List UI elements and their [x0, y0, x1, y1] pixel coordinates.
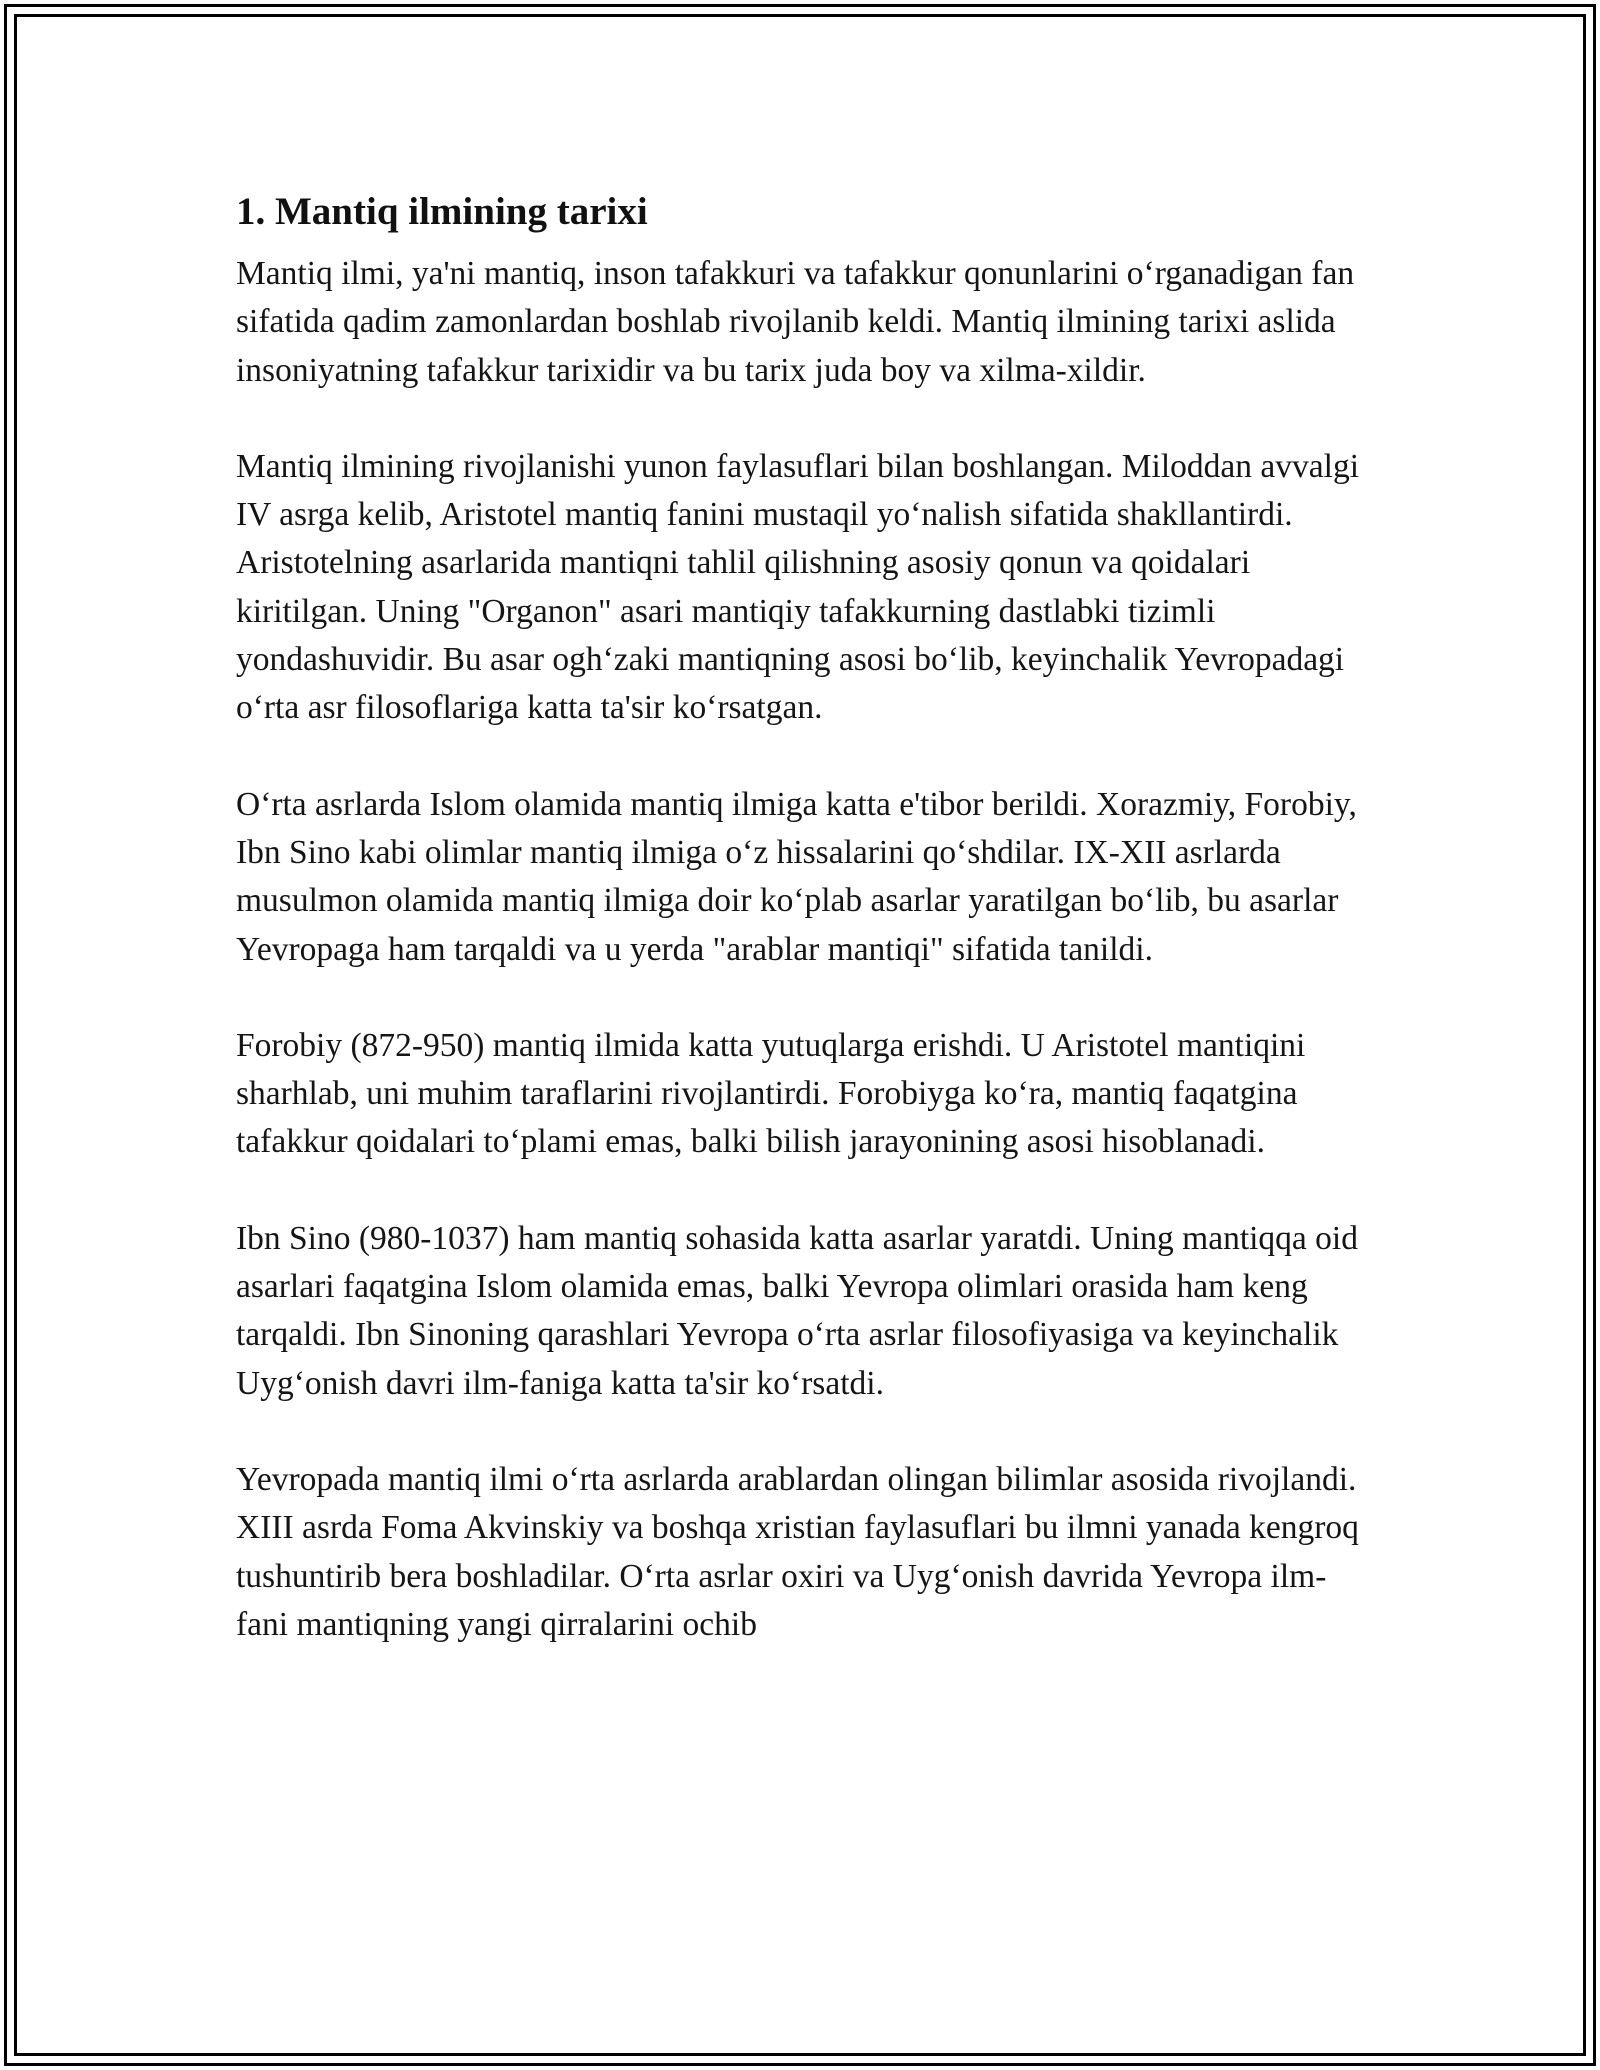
- paragraph-farabi: Forobiy (872-950) mantiq ilmida katta yutuqlarga erishdi. U Aristotel mantiqini sharhlab, uni muhim taraflarini rivojlantirdi. Forobiyga ko‘ra, mantiq faqatgina tafakkur qoidalari to‘plami emas, balki bilish jarayonining asosi hisoblanadi.: [236, 1026, 1306, 1161]
- paragraph-europe: Yevropada mantiq ilmi o‘rta asrlarda arablardan olingan bilimlar asosida rivojlandi. XIII asrda Foma Akvinskiy va boshqa xristian faylasuflari bu ilmni yanada kengroq tushuntirib bera boshladilar. O‘rta asrlar oxiri va Uyg‘onish davrida Yevropa ilm-fani mantiqning yangi qirralarini ochib: [236, 1460, 1359, 1643]
- paragraph-greek-origins: Mantiq ilmining rivojlanishi yunon faylasuflari bilan boshlangan. Miloddan avvalgi IV asrga kelib, Aristotel mantiq fanini mustaqil yo‘nalish sifatida shakllantirdi. Aristotelning asarlarida mantiqni tahlil qilishning asosiy qonun va qoidalari kiritilgan. Uning "Organon" asari mantiqiy tafakkurning dastlabki tizimli yondashuvidir. Bu asar ogh‘zaki mantiqning asosi bo‘lib, keyinchalik Yevropadagi o‘rta asr filosoflariga katta ta'sir ko‘rsatgan.: [236, 447, 1360, 727]
- paragraph-islamic-world: O‘rta asrlarda Islom olamida mantiq ilmiga katta e'tibor berildi. Xorazmiy, Forobiy, Ibn Sino kabi olimlar mantiq ilmiga o‘z hissalarini qo‘shdilar. IX-XII asrlarda musulmon olamida mantiq ilmiga doir ko‘plab asarlar yaratilgan bo‘lib, bu asarlar Yevropaga ham tarqaldi va u yerda "arablar mantiqi" sifatida tanildi.: [236, 785, 1357, 968]
- paragraph-ibn-sino: Ibn Sino (980-1037) ham mantiq sohasida katta asarlar yaratdi. Uning mantiqqa oid asarlari faqatgina Islom olamida emas, balki Yevropa olimlari orasida ham keng tarqaldi. Ibn Sinoning qarashlari Yevropa o‘rta asrlar filosofiyasiga va keyinchalik Uyg‘onish davri ilm-faniga katta ta'sir ko‘rsatdi.: [236, 1219, 1358, 1402]
- paragraph-intro: Mantiq ilmi, ya'ni mantiq, inson tafakkuri va tafakkur qonunlarini o‘rganadigan fan sifatida qadim zamonlardan boshlab rivojlanib keldi. Mantiq ilmining tarixi aslida insoniyatning tafakkur tarixidir va bu tarix juda boy va xilma-xildir.: [236, 255, 1355, 389]
- section-heading: 1. Mantiq ilmining tarixi: [236, 190, 648, 233]
- document-body: [236, 186, 1366, 1697]
